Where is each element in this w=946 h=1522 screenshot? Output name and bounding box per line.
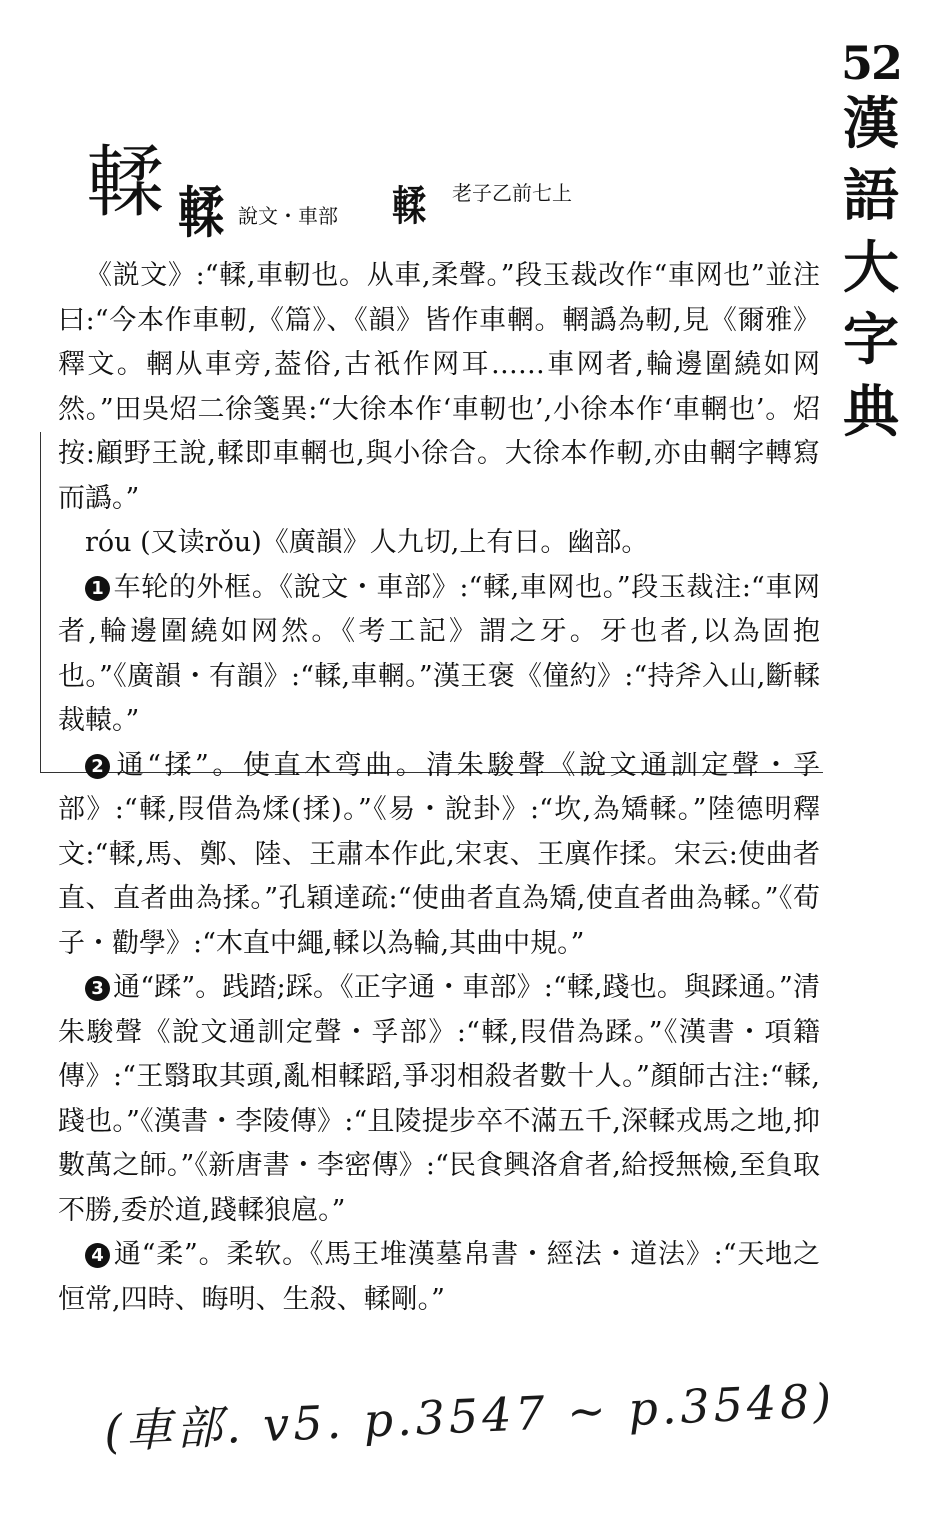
entry-header (86, 138, 646, 248)
sense-text: 通“揉”。使直木弯曲。清朱駿聲《說文通訓定聲・孚部》:“輮,叚借為煣(揉)。”《易・說卦》:“坎,為矯輮。”陸德明釋文:“輮,馬、鄭、陸、王肅本作此,宋衷、王廙作揉。宋云:使曲者直、直者曲為揉。”孔穎達疏:“使曲者直為矯,使直者曲為輮。”《荀子・勸學》:“木直中繩,輮以為輪,其曲中規。” (58, 749, 820, 959)
silk-script-form: 輮 (392, 182, 422, 231)
silk-source-label: 老子乙前七上 (452, 181, 572, 205)
title-char: 大 (843, 235, 899, 301)
sense-number-badge: 1 (85, 576, 110, 601)
sense-1 (58, 566, 820, 744)
seal-script-form: 輮 (178, 180, 220, 245)
handwritten-reference-note: (車部. v5. p.3547 ~ p.3548) (102, 1373, 837, 1459)
seal-source-label: 說文・車部 (238, 204, 338, 228)
sense-3 (58, 966, 820, 1233)
sense-text: 通“柔”。柔软。《馬王堆漢墓帛書・經法・道法》:“天地之恒常,四時、晦明、生殺、輮剛。” (58, 1239, 820, 1315)
title-char: 典 (843, 379, 899, 445)
sense-number-badge: 4 (85, 1243, 110, 1268)
head-character: 輮 (86, 138, 165, 228)
pronunciation-line: róu (又读rǒu)《廣韻》人九切,上有日。幽部。 (85, 527, 649, 558)
title-char: 漢 (843, 91, 899, 157)
sense-text: 车轮的外框。《說文・車部》:“輮,車网也。”段玉裁注:“車网者,輪邊圍繞如网然。《考工記》謂之牙。牙也者,以為固抱也。”《廣韻・有韻》:“輮,車輞。”漢王褒《僮約》:“持斧入山,斷輮裁轅。” (58, 571, 820, 736)
sense-2 (58, 744, 820, 967)
title-char: 語 (843, 163, 899, 229)
volume-number: 52 (840, 36, 901, 90)
entry-body (58, 254, 820, 1322)
dictionary-title (838, 38, 904, 448)
sense-number-badge: 2 (85, 754, 110, 779)
sense-text: 通“蹂”。践踏;踩。《正字通・車部》:“輮,踐也。與蹂通。”清朱駿聲《說文通訓定聲・孚部》:“輮,叚借為蹂。”《漢書・項籍傳》:“王翳取其頭,亂相輮蹈,爭羽相殺者數十人。”顏師古注:“輮,踐也。”《漢書・李陵傳》:“且陵提步卒不滿五千,深輮戎馬之地,抑數萬之師。”《新唐書・李密傳》:“民食興洛倉者,給授無檢,至負取不勝,委於道,踐輮狼扈。” (58, 972, 820, 1226)
sense-number-badge: 3 (85, 976, 110, 1001)
sense-4 (58, 1233, 820, 1322)
title-char: 字 (843, 307, 899, 373)
etymology-paragraph: 《説文》:“輮,車軔也。从車,柔聲。”段玉裁改作“車网也”並注曰:“今本作車軔,《篇》、《韻》皆作車輞。輞譌為軔,見《爾雅》釋文。輞从車旁,葢俗,古衹作网耳……車网者,輪邊圍繞如网然。”田吳炤二徐箋異:“大徐本作‘車軔也’,小徐本作‘車輞也’。炤按:顧野王說,輮即車輞也,與小徐合。大徐本作軔,亦由輞字轉寫而譌。” (58, 260, 820, 514)
